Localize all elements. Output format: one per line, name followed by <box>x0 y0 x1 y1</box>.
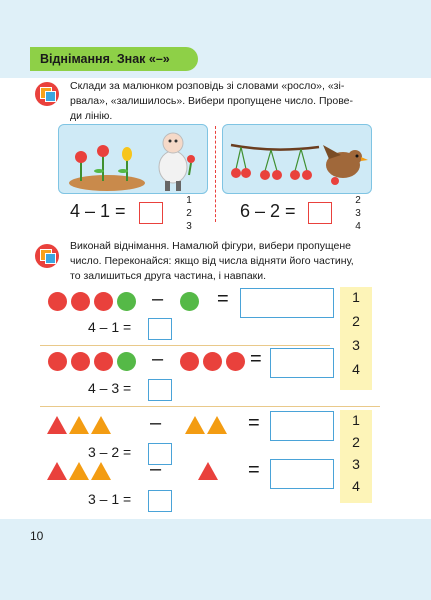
row-divider <box>40 345 330 346</box>
task2-instruction-line: число. Переконайся: якщо від числа відняти його частину, <box>70 255 354 267</box>
minus-sign: – <box>152 288 164 310</box>
task1-left-answer-box[interactable] <box>139 202 163 224</box>
green-circle <box>117 352 136 371</box>
task2-instruction <box>70 239 415 284</box>
task1-divider <box>215 126 216 222</box>
task1-right-answer-box[interactable] <box>308 202 332 224</box>
green-circle <box>117 292 136 311</box>
group1-number[interactable]: 3 <box>352 337 360 353</box>
group1-row2-expression: 4 – 3 = <box>88 380 132 396</box>
red-circle <box>48 352 67 371</box>
section-title: Віднімання. Знак «–» <box>40 52 170 66</box>
task1-instruction-line: Склади за малюнком розповідь зі словами «росло», «зі- <box>70 80 345 92</box>
task1-instruction <box>70 79 410 124</box>
equals-sign: = <box>248 459 260 481</box>
task1-right-option[interactable]: 4 <box>355 221 361 232</box>
red-triangle <box>47 462 67 480</box>
answer-box[interactable] <box>148 490 172 512</box>
task-cubes-icon <box>35 244 59 268</box>
minus-sign: – <box>150 412 162 434</box>
red-triangle <box>198 462 218 480</box>
draw-shapes-box[interactable] <box>240 288 334 318</box>
task1-right-option[interactable]: 3 <box>355 208 361 219</box>
draw-shapes-box[interactable] <box>270 411 334 441</box>
task1-left-option[interactable]: 2 <box>186 208 192 219</box>
draw-shapes-box[interactable] <box>270 459 334 489</box>
group1-number[interactable]: 1 <box>352 289 360 305</box>
minus-sign: – <box>152 348 164 370</box>
answer-box[interactable] <box>148 379 172 401</box>
equals-sign: = <box>217 288 229 310</box>
group2-number[interactable]: 4 <box>352 478 360 494</box>
task1-instruction-line: рвала», «залишилось». Вибери пропущене число. Прове- <box>70 95 354 107</box>
group2-number-column <box>340 410 372 503</box>
red-triangle <box>47 416 67 434</box>
green-circle <box>180 292 199 311</box>
task1-left-expression: 4 – 1 = <box>70 201 126 221</box>
orange-triangle <box>91 416 111 434</box>
task-cubes-icon <box>35 82 59 106</box>
task2-instruction-line: Виконай віднімання. Намалюй фігури, вибери пропущене <box>70 240 352 252</box>
group2-number[interactable]: 1 <box>352 412 360 428</box>
group1-number-column <box>340 287 372 390</box>
minus-sign: – <box>150 458 162 480</box>
red-circle <box>71 292 90 311</box>
orange-triangle <box>69 462 89 480</box>
task2-instruction-line: то залишиться друга частина, і навпаки. <box>70 270 267 282</box>
group2-row2-expression: 3 – 1 = <box>88 491 132 507</box>
red-circle <box>226 352 245 371</box>
orange-triangle <box>207 416 227 434</box>
orange-triangle <box>185 416 205 434</box>
orange-triangle <box>91 462 111 480</box>
task1-right-option[interactable]: 2 <box>355 195 361 206</box>
red-circle <box>180 352 199 371</box>
page-number: 10 <box>30 529 44 543</box>
group2-number[interactable]: 2 <box>352 434 360 450</box>
task1-instruction-line: ди лінію. <box>70 110 113 122</box>
flowers-picture <box>58 124 208 194</box>
group1-number[interactable]: 4 <box>352 361 360 377</box>
task1-left-option[interactable]: 1 <box>186 195 192 206</box>
red-circle <box>48 292 67 311</box>
task1-right-expression: 6 – 2 = <box>240 201 296 221</box>
group2-number[interactable]: 3 <box>352 456 360 472</box>
sheep-icon <box>151 129 201 193</box>
answer-box[interactable] <box>148 318 172 340</box>
group-divider <box>40 406 380 407</box>
equals-sign: = <box>248 412 260 434</box>
draw-shapes-box[interactable] <box>270 348 334 378</box>
red-circle <box>94 352 113 371</box>
cherries-picture <box>222 124 372 194</box>
red-circle <box>94 292 113 311</box>
red-circle <box>203 352 222 371</box>
footer-band <box>0 519 431 600</box>
orange-triangle <box>69 416 89 434</box>
task1-left-option[interactable]: 3 <box>186 221 192 232</box>
group1-row1-expression: 4 – 1 = <box>88 319 132 335</box>
group1-number[interactable]: 2 <box>352 313 360 329</box>
red-circle <box>71 352 90 371</box>
group2-row1-expression: 3 – 2 = <box>88 444 132 460</box>
bird-icon <box>321 135 369 191</box>
equals-sign: = <box>250 348 262 370</box>
